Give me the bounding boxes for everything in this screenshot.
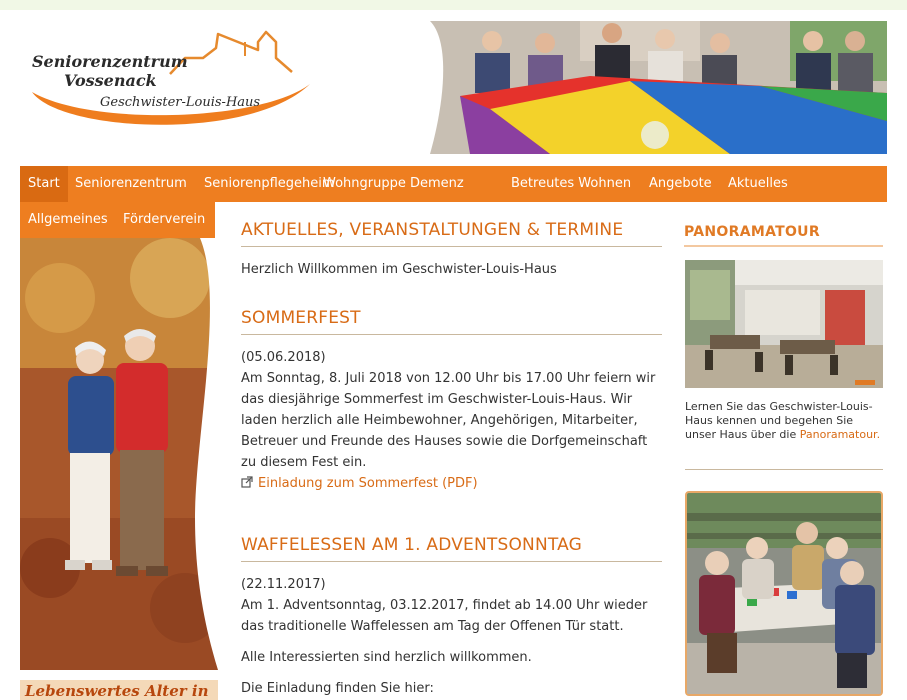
nav-item-allgemeines[interactable]: Allgemeines xyxy=(28,212,108,227)
sub-nav xyxy=(20,202,215,238)
sommerfest-pdf-link[interactable] xyxy=(241,473,662,494)
article-text-waffelessen: Am 1. Adventsonntag, 03.12.2017, findet ab 14.00 Uhr wieder das traditionelle Waffelessen am Tag der Offenen Tür statt. xyxy=(241,598,648,634)
article-text-sommerfest: Am Sonntag, 8. Juli 2018 von 12.00 Uhr bis 17.00 Uhr feiern wir das diesjährige Sommerfest im Geschwister-Louis-Haus. Wir laden herzlich alle Heimbewohner, Angehörigen, Mitarbeiter, Betreuer und Freunde des Hauses sowie die Dorfgemeinschaft zu diesem Fest ein. xyxy=(241,371,656,470)
left-banner-text: Lebenswertes Alter in xyxy=(25,682,209,700)
nav-item-angebote[interactable]: Angebote xyxy=(649,176,712,191)
right-divider xyxy=(685,469,883,470)
top-bar xyxy=(0,0,907,10)
panorama-photo[interactable] xyxy=(685,260,883,388)
article-date-waffelessen: (22.11.2017) xyxy=(241,577,326,592)
couple-photo xyxy=(20,238,218,670)
sommerfest-pdf-link-label[interactable]: Einladung zum Sommerfest (PDF) xyxy=(258,476,478,491)
article-text2-waffelessen: Alle Interessierten sind herzlich willkommen. xyxy=(241,650,532,665)
article-title-sommerfest: SOMMERFEST xyxy=(241,308,662,335)
external-link-icon xyxy=(241,476,253,488)
nav-item-betreutes-wohnen[interactable]: Betreutes Wohnen xyxy=(511,176,632,191)
article-text3-waffelessen: Die Einladung finden Sie hier: xyxy=(241,681,434,696)
nav-item-aktuelles[interactable]: Aktuelles xyxy=(728,176,788,191)
article-date-sommerfest: (05.06.2018) xyxy=(241,350,326,365)
game-photo[interactable] xyxy=(685,491,883,696)
welcome-text: Herzlich Willkommen im Geschwister-Louis-Haus xyxy=(241,262,557,277)
nav-item-start[interactable]: Start xyxy=(20,166,68,202)
panorama-link[interactable]: Panoramatour. xyxy=(799,428,881,441)
nav-item-foerderverein[interactable]: Förderverein xyxy=(123,212,206,227)
logo-line-3: Geschwister-Louis-Haus xyxy=(100,95,261,110)
nav-item-wohngruppe-demenz[interactable]: Wohngruppe Demenz xyxy=(323,176,464,191)
panorama-text: Lernen Sie das Geschwister-Louis-Haus kennen und begehen Sie unser Haus über die xyxy=(685,400,873,441)
panorama-title: PANORAMATOUR xyxy=(684,224,883,247)
logo-line-2: Vossenack xyxy=(64,71,157,90)
left-banner xyxy=(20,680,218,700)
panorama-description xyxy=(685,400,883,442)
nav-item-seniorenpflegeheim[interactable]: Seniorenpflegeheim xyxy=(204,176,335,191)
article-title-waffelessen: WAFFELESSEN AM 1. ADVENTSONNTAG xyxy=(241,535,662,562)
main-nav xyxy=(20,166,887,202)
logo-line-1: Seniorenzentrum xyxy=(32,52,188,71)
main-content xyxy=(241,220,662,699)
site-logo[interactable] xyxy=(20,22,320,134)
section-title: AKTUELLES, VERANSTALTUNGEN & TERMINE xyxy=(241,220,662,247)
header-photo xyxy=(430,21,887,154)
nav-item-seniorenzentrum[interactable]: Seniorenzentrum xyxy=(75,176,187,191)
